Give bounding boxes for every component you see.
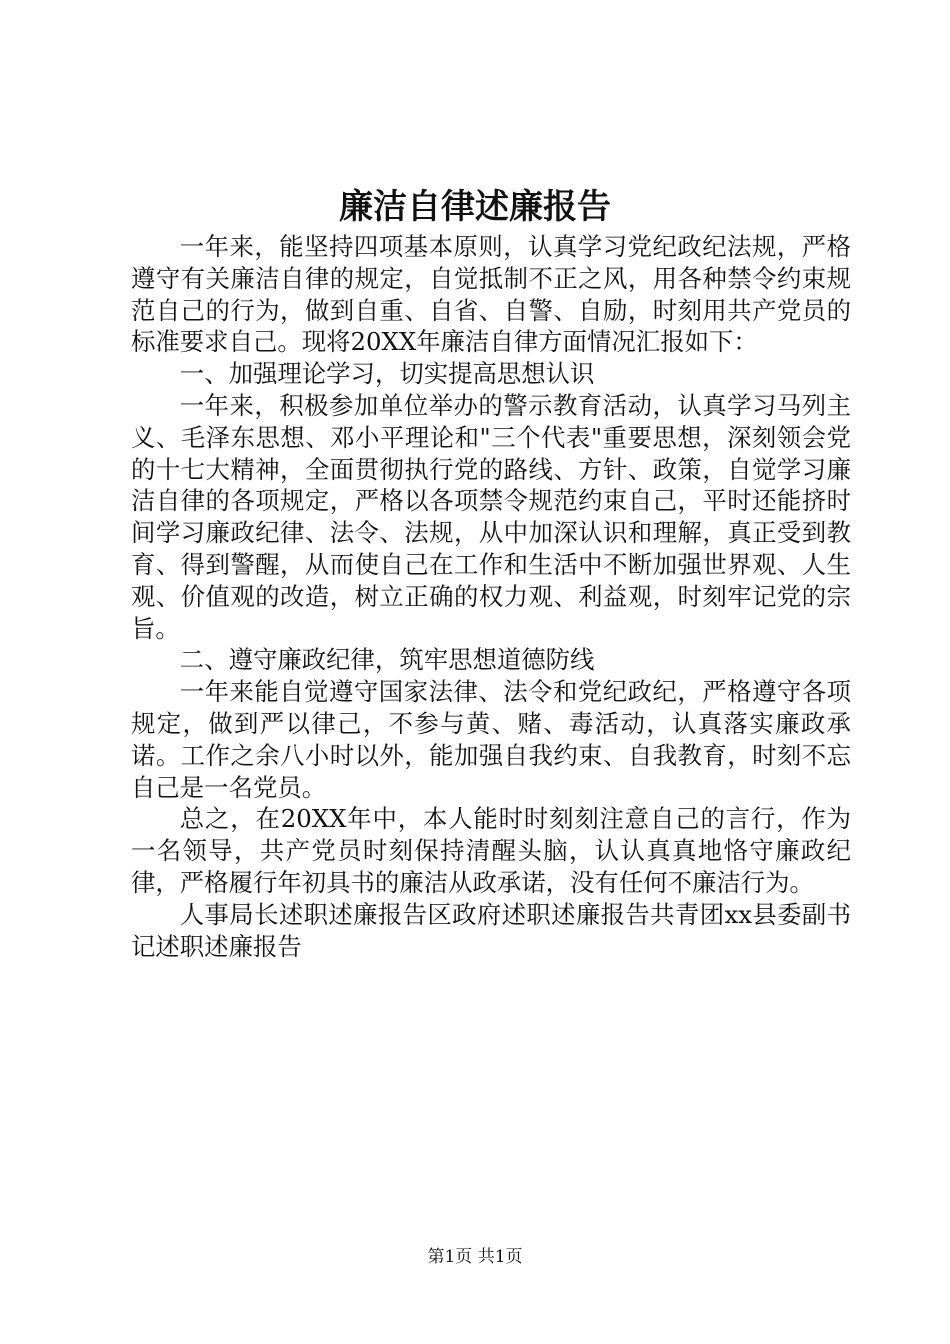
section-heading-2: 二、遵守廉政纪律，筑牢思想道德防线 <box>179 645 595 675</box>
paragraph-section-2: 一年来能自觉遵守国家法律、法令和党纪政纪，严格遵守各项规定，做到严以律己，不参与黄、赌、毒活动，认真落实廉政承诺。工作之余八小时以外，能加强自我约束、自我教育，时刻不忘自己是一名党员。 <box>131 677 851 802</box>
paragraph-section-1: 一年来，积极参加单位举办的警示教育活动，认真学习马列主义、毛泽东思想、邓小平理论和"三个代表"重要思想，深刻领会党的十七大精神，全面贯彻执行党的路线、方针、政策，自觉学习廉洁自律的各项规定，严格以各项禁令规范约束自己，平时还能挤时间学习廉政纪律、法令、法规，从中加深认识和理解，真正受到教育、得到警醒，从而使自己在工作和生活中不断加强世界观、人生观、价值观的改造，树立正确的权力观、利益观，时刻牢记党的宗旨。 <box>131 390 851 643</box>
document-title: 廉洁自律述廉报告 <box>339 187 611 227</box>
paragraph-related-titles: 人事局长述职述廉报告区政府述职述廉报告共青团xx县委副书记述职述廉报告 <box>131 899 851 961</box>
paragraph-summary: 总之，在20XX年中，本人能时时刻刻注意自己的言行，作为一名领导，共产党员时刻保持清醒头脑，认认真真地恪守廉政纪律，严格履行年初具书的廉洁从政承诺，没有任何不廉洁行为。 <box>131 804 851 897</box>
document-body <box>131 231 851 962</box>
page-footer: 第1页 共1页 <box>427 1247 523 1267</box>
paragraph-intro: 一年来，能坚持四项基本原则，认真学习党纪政纪法规，严格遵守有关廉洁自律的规定，自觉抵制不正之风，用各种禁令约束规范自己的行为，做到自重、自省、自警、自励，时刻用共产党员的标准要求自己。现将20XX年廉洁自律方面情况汇报如下： <box>131 232 851 357</box>
section-heading-1: 一、加强理论学习，切实提高思想认识 <box>179 359 595 389</box>
